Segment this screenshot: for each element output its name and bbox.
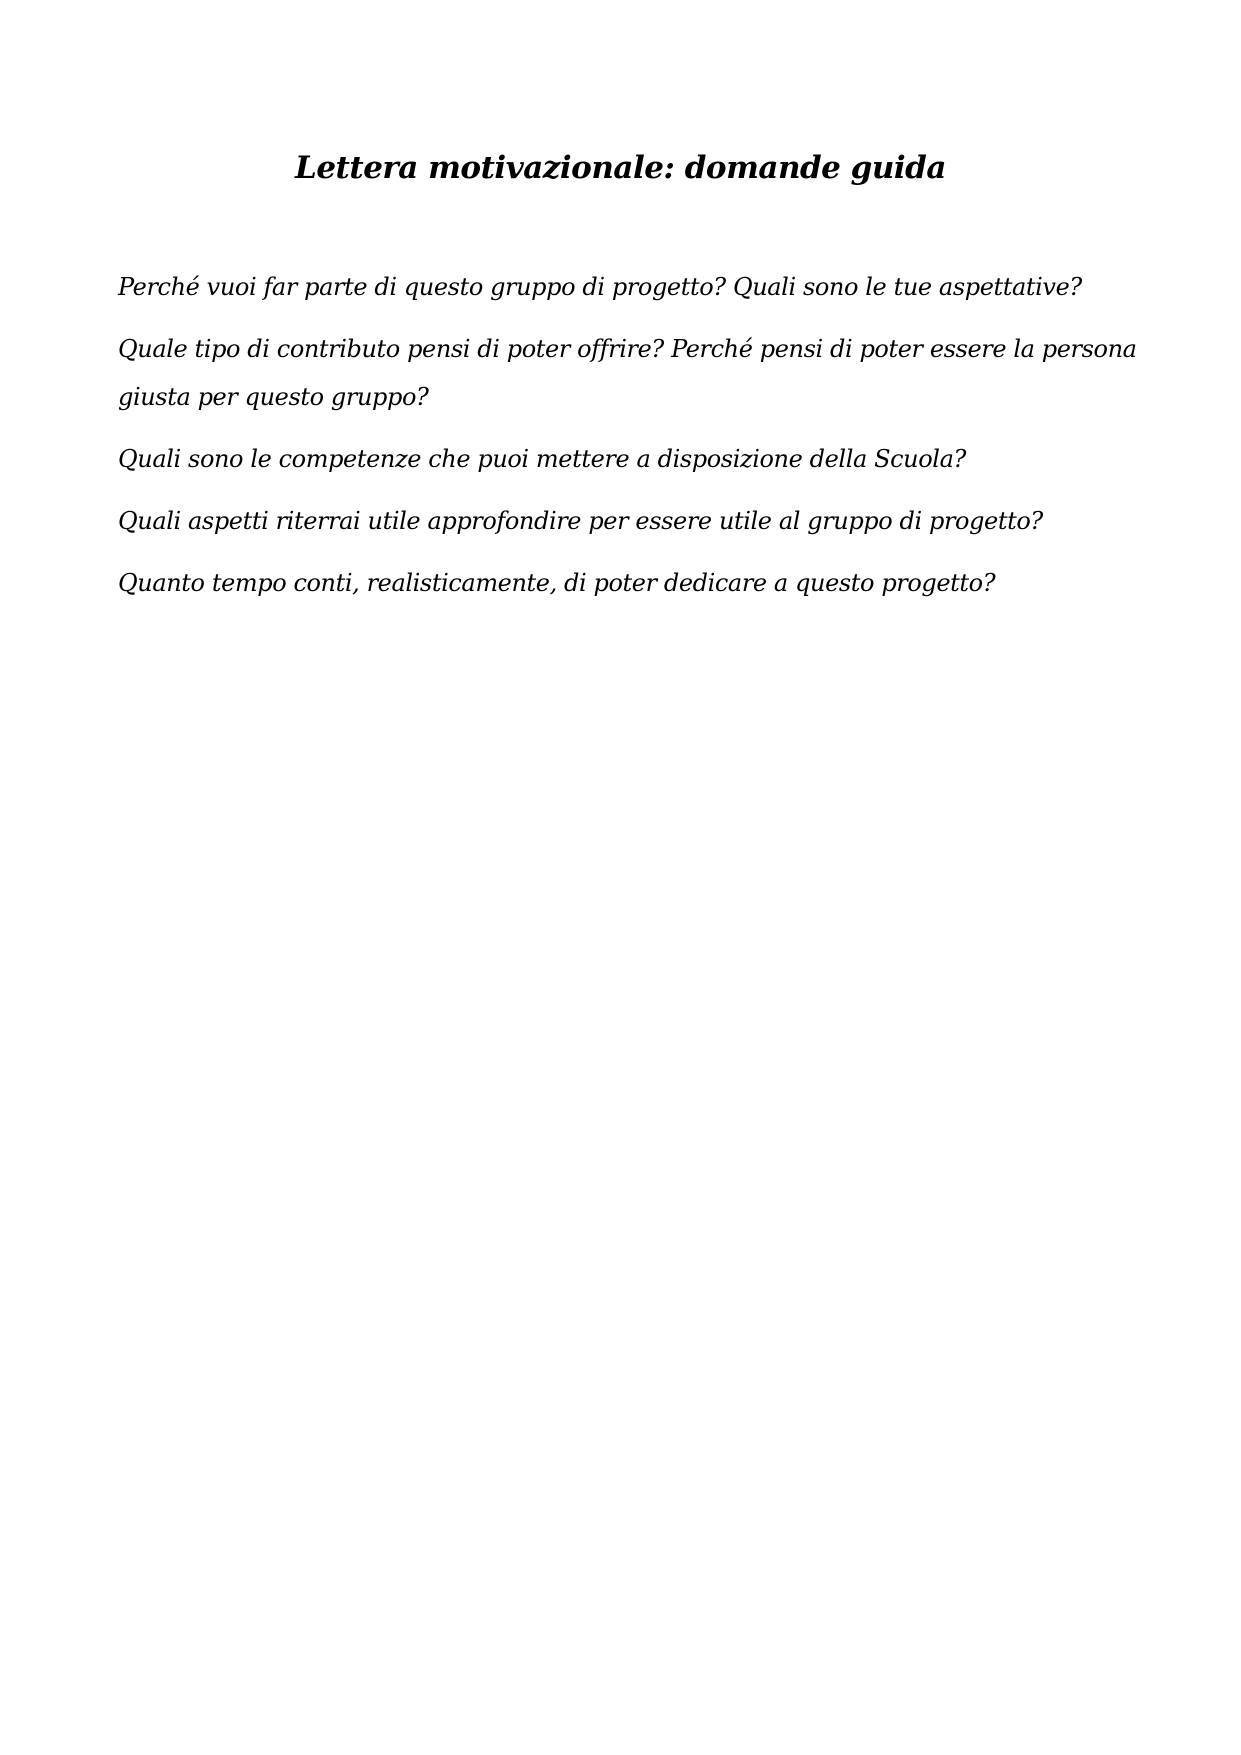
- question-item: Quanto tempo conti, realisticamente, di poter dedicare a questo progetto?: [118, 569, 996, 597]
- question-item: Quale tipo di contributo pensi di poter offrire? Perché pensi di poter essere la persona giusta per questo gruppo?: [118, 335, 1137, 411]
- question-item: Perché vuoi far parte di questo gruppo di progetto? Quali sono le tue aspettative?: [118, 273, 1082, 301]
- question-list: [118, 263, 1138, 621]
- question-item: Quali sono le competenze che puoi mettere a disposizione della Scuola?: [118, 445, 966, 473]
- page-title: Lettera motivazionale: domande guida: [295, 150, 946, 186]
- question-item: Quali aspetti riterrai utile approfondire per essere utile al gruppo di progetto?: [118, 507, 1043, 535]
